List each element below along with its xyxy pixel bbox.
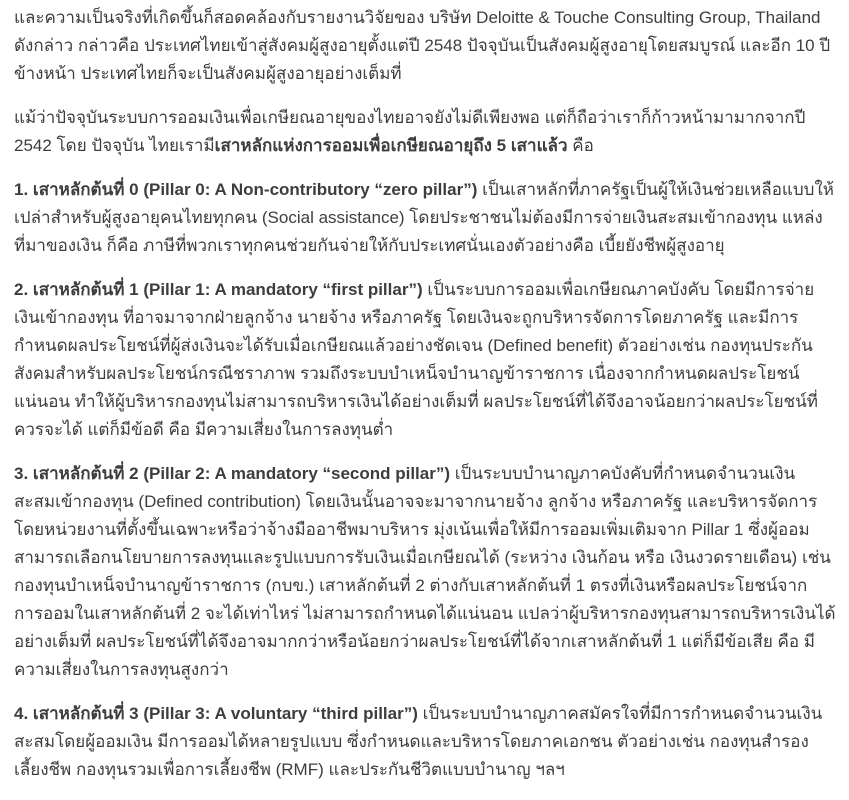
text-segment: เป็นระบบบำนาญภาคสมัครใจที่มีการกำหนดจำนวนเงินสะสมโดยผู้ออมเงิน มีการออมได้หลายรูปแบบ ซึ่งกำหนดและบริหารโดยภาคเอกชน ตัวอย่างเช่น กองทุนสำรองเลี้ยงชีพ กองทุนรวมเพื่อการเลี้ยงชีพ (RMF) และประกันชีวิตแบบบำนาญ ฯลฯ xyxy=(14,704,823,779)
text-segment-bold: 2. เสาหลักต้นที่ 1 (Pillar 1: A mandatory “first pillar”) xyxy=(14,280,423,299)
pillars-intro-paragraph xyxy=(14,104,836,160)
text-segment: คือ xyxy=(567,136,594,155)
text-segment: แม้ว่าปัจจุบันระบบการออมเงินเพื่อเกษียณอายุของไทยอาจยังไม่ดีเพียงพอ แต่ก็ถือว่าเราก็ก้าวหน้ามามากจากปี 2542 โดย ปัจจุบัน ไทยเรามี xyxy=(14,108,806,155)
text-segment-bold: เสาหลักแห่งการออมเพื่อเกษียณอายุถึง 5 เสาแล้ว xyxy=(214,136,568,155)
intro-paragraph xyxy=(14,4,836,88)
text-segment-bold: 4. เสาหลักต้นที่ 3 (Pillar 3: A voluntary “third pillar”) xyxy=(14,704,418,723)
text-segment-bold: 1. เสาหลักต้นที่ 0 (Pillar 0: A Non-contributory “zero pillar”) xyxy=(14,180,478,199)
text-segment: และความเป็นจริงที่เกิดขึ้นก็สอดคล้องกับรายงานวิจัยของ บริษัท Deloitte & Touche Consulting Group, Thailand ดังกล่าว กล่าวคือ ประเทศไทยเข้าสู่สังคมผู้สูงอายุตั้งแต่ปี 2548 ปัจจุบันเป็นสังคมผู้สูงอายุโดยสมบูรณ์ และอีก 10 ปีข้างหน้า ประเทศไทยก็จะเป็นสังคมผู้สูงอายุอย่างเต็มที่ xyxy=(14,8,831,83)
pillar-3-paragraph xyxy=(14,700,836,784)
article-body xyxy=(14,4,836,784)
text-segment-bold: 3. เสาหลักต้นที่ 2 (Pillar 2: A mandatory “second pillar”) xyxy=(14,464,451,483)
text-segment: เป็นระบบการออมเพื่อเกษียณภาคบังคับ โดยมีการจ่ายเงินเข้ากองทุน ที่อาจมาจากฝ่ายลูกจ้าง นายจ้าง หรือภาครัฐ โดยเงินจะถูกบริหารจัดการโดยภาครัฐ และมีการกำหนดผลประโยชน์ที่ผู้ส่งเงินจะได้รับเมื่อเกษียณแล้วอย่างชัดเจน (Defined benefit) ตัวอย่างเช่น กองทุนประกันสังคมสำหรับผลประโยชน์กรณีชราภาพ รวมถึงระบบบำเหน็จบำนาญข้าราชการ เนื่องจากกำหนดผลประโยชน์แน่นอน ทำให้ผู้บริหารกองทุนไม่สามารถบริหารเงินได้อย่างเต็มที่ ผลประโยชน์ที่ได้จึงอาจน้อยกว่าผลประโยชน์ที่ควรจะได้ แต่ก็มีข้อดี คือ มีความเสี่ยงในการลงทุนต่ำ xyxy=(14,280,818,439)
text-segment: เป็นเสาหลักที่ภาครัฐเป็นผู้ให้เงินช่วยเหลือแบบให้เปล่าสำหรับผู้สูงอายุคนไทยทุกคน (Social assistance) โดยประชาชนไม่ต้องมีการจ่ายเงินสะสมเข้ากองทุน แหล่งที่มาของเงิน ก็คือ ภาษีที่พวกเราทุกคนช่วยกันจ่ายให้กับประเทศนั่นเองตัวอย่างคือ เบี้ยยังชีพผู้สูงอายุ xyxy=(14,180,834,255)
pillar-0-paragraph xyxy=(14,176,836,260)
pillar-1-paragraph xyxy=(14,276,836,444)
pillar-2-paragraph xyxy=(14,460,836,684)
text-segment: เป็นระบบบำนาญภาคบังคับที่กำหนดจำนวนเงินสะสมเข้ากองทุน (Defined contribution) โดยเงินนั้นอาจจะมาจากนายจ้าง ลูกจ้าง หรือภาครัฐ และบริหารจัดการโดยหน่วยงานที่ตั้งขึ้นเฉพาะหรือว่าจ้างมืออาชีพมาบริหาร มุ่งเน้นเพื่อให้มีการออมเพิ่มเติมจาก Pillar 1 ซึ่งผู้ออมสามารถเลือกนโยบายการลงทุนและรูปแบบการรับเงินเมื่อเกษียณได้ (ระหว่าง เงินก้อน หรือ เงินงวดรายเดือน) เช่น กองทุนบำเหน็จบำนาญข้าราชการ (กบข.) เสาหลักต้นที่ 2 ต่างกับเสาหลักต้นที่ 1 ตรงที่เงินหรือผลประโยชน์จากการออมในเสาหลักต้นที่ 2 จะได้เท่าไหร่ ไม่สามารถกำหนดได้แน่นอน แปลว่าผู้บริหารกองทุนสามารถบริหารเงินได้อย่างเต็มที่ ผลประโยชน์ที่ได้จึงอาจมากกว่าหรือน้อยกว่าผลประโยชน์ที่ได้จากเสาหลักต้นที่ 1 แต่ก็มีข้อเสีย คือ มีความเสี่ยงในการลงทุนสูงกว่า xyxy=(14,464,836,679)
